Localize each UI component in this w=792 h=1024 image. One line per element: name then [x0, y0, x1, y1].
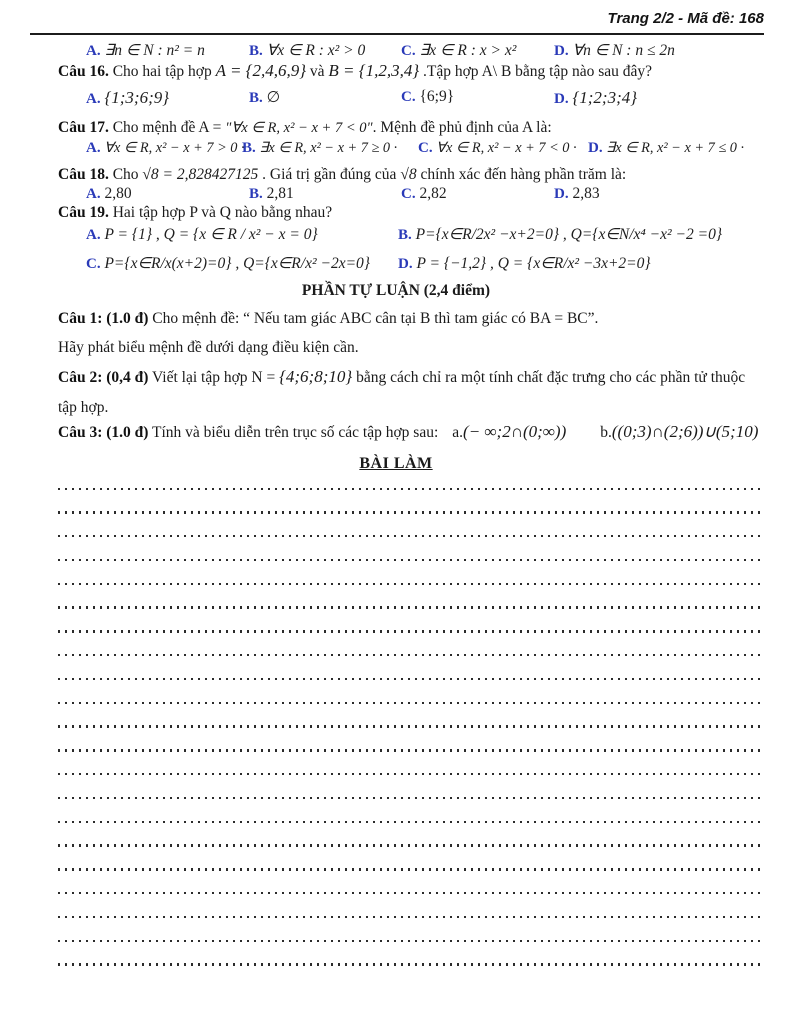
answer-line	[58, 680, 763, 704]
essay-q2-text: Viết lại tập hợp N =	[148, 369, 280, 386]
q16-text-post: .Tập hợp A\ B bằng tập nào sau đây?	[419, 63, 653, 80]
q19-option-d	[398, 254, 651, 273]
q17-text-post: . Mệnh đề phủ định của A là:	[372, 119, 552, 136]
option-letter: B.	[249, 90, 263, 106]
option-text: ∃n ∈ N : n² = n	[104, 42, 205, 59]
essay-q3-a-math: (− ∞;2∩(0;∞))	[463, 422, 567, 441]
option-text: 2,81	[266, 185, 294, 202]
q18-option-d	[554, 185, 600, 203]
q17-label: Câu 17.	[58, 119, 109, 136]
option-text: ∀x ∈ R, x² − x + 7 > 0 ·	[104, 140, 245, 156]
essay-q2	[58, 362, 766, 423]
q18-math2: √8	[400, 166, 417, 183]
q19-stem	[58, 203, 766, 222]
option-text: ∅	[266, 89, 281, 106]
answer-line	[58, 799, 763, 823]
q16-set-b: B = {1,2,3,4}	[328, 61, 420, 80]
essay-q2-label: Câu 2: (0,4 đ)	[58, 369, 149, 386]
option-letter: D.	[554, 91, 569, 107]
q18-text-post: chính xác đến hàng phần trăm là:	[416, 166, 627, 183]
page-header-info: Trang 2/2 - Mã đề: 168	[607, 10, 764, 27]
option-text: ∃x ∈ R, x² − x + 7 ≤ 0 ·	[606, 140, 745, 156]
essay-q3	[58, 421, 766, 442]
option-text: ∀n ∈ N : n ≤ 2n	[572, 42, 675, 59]
q17-options-row	[0, 140, 792, 162]
q18-option-b	[249, 185, 294, 203]
answer-line	[58, 847, 763, 871]
q16-text: Cho hai tập hợp	[108, 63, 216, 80]
answer-line	[58, 537, 763, 561]
q19-text: Hai tập hợp P và Q nào bằng nhau?	[108, 204, 333, 221]
q17-text: Cho mệnh đề A =	[108, 119, 226, 136]
answer-sheet-title: BÀI LÀM	[359, 455, 433, 472]
q18-text-mid: . Giá trị gần đúng của	[258, 166, 401, 183]
essay-q2-text-post: bằng cách chỉ ra một tính chất đặc trưng cho các phần tử thuộc tập hợp.	[58, 369, 746, 416]
answer-line	[58, 942, 763, 966]
option-text: {1;2;3;4}	[572, 88, 638, 107]
option-letter: D.	[554, 43, 569, 59]
answer-line	[58, 514, 763, 538]
answer-line	[58, 704, 763, 728]
essay-q3-label: Câu 3: (1.0 đ)	[58, 424, 149, 441]
option-letter: B.	[398, 227, 412, 243]
essay-q3-text: Tính và biểu diễn trên trục số các tập hợp sau:	[148, 424, 439, 441]
q16-option-d	[554, 88, 637, 108]
q19-options-row-ab	[0, 225, 792, 247]
answer-line	[58, 752, 763, 776]
option-text: P={x∈R/2x² −x+2=0} , Q={x∈N/x⁴ −x² −2 =0}	[415, 226, 723, 243]
answer-line	[58, 871, 763, 895]
q16-option-c	[401, 88, 454, 106]
answer-line	[58, 633, 763, 657]
essay-section-title: PHẦN TỰ LUẬN (2,4 điểm)	[301, 282, 491, 299]
option-letter: B.	[249, 43, 263, 59]
answer-line	[58, 728, 763, 752]
q17-math: "∀x ∈ R, x² − x + 7 < 0"	[225, 120, 373, 136]
option-letter: C.	[401, 43, 416, 59]
option-letter: D.	[554, 186, 569, 202]
option-letter: C.	[418, 140, 433, 156]
option-text: P = {−1,2} , Q = {x∈R/x² −3x+2=0}	[416, 255, 651, 272]
essay-q3-a-label: a.	[452, 424, 464, 441]
option-letter: C.	[86, 256, 101, 272]
option-letter: A.	[86, 227, 101, 243]
q17-option-d	[588, 140, 744, 157]
option-text: {1;3;6;9}	[104, 88, 170, 107]
q18-math: √8 = 2,828427125	[142, 166, 259, 183]
option-text: 2,83	[572, 185, 600, 202]
q18-stem	[58, 165, 766, 184]
answer-line	[58, 490, 763, 514]
option-letter: D.	[398, 256, 413, 272]
q18-option-a	[86, 185, 132, 203]
option-text: ∀x ∈ R, x² − x + 7 < 0 ·	[436, 140, 577, 156]
answer-line	[58, 585, 763, 609]
option-text: 2,80	[104, 185, 132, 202]
option-text: ∃x ∈ R, x² − x + 7 ≥ 0 ·	[259, 140, 398, 156]
option-text: ∀x ∈ R : x² > 0	[266, 42, 366, 59]
q19-option-a	[86, 225, 318, 244]
q19-option-c	[86, 254, 370, 273]
option-letter: A.	[86, 91, 101, 107]
essay-q2-set: {4;6;8;10}	[279, 367, 353, 386]
answer-line	[58, 775, 763, 799]
answer-line	[58, 823, 763, 847]
option-text: P = {1} , Q = {x ∈ R / x² − x = 0}	[104, 226, 318, 243]
q16-label: Câu 16.	[58, 63, 109, 80]
option-letter: C.	[401, 89, 416, 105]
option-letter: A.	[86, 140, 101, 156]
q18-label: Câu 18.	[58, 166, 109, 183]
option-letter: B.	[249, 186, 263, 202]
option-letter: D.	[588, 140, 603, 156]
q19-option-b	[398, 225, 722, 244]
answer-line	[58, 466, 763, 490]
option-text: {6;9}	[419, 88, 455, 105]
essay-q1-text: Cho mệnh đề: “ Nếu tam giác ABC cân tại B thì tam giác có BA = BC”.	[148, 310, 599, 327]
option-letter: A.	[86, 43, 101, 59]
answer-lines	[58, 466, 763, 966]
q19-options-row-cd	[0, 254, 792, 276]
q16-text-mid: và	[306, 63, 329, 80]
q16-option-a	[86, 88, 169, 108]
option-letter: B.	[242, 140, 256, 156]
q15-option-a	[86, 41, 205, 60]
essay-q3-b-math: ((0;3)∩(2;6))∪(5;10)	[611, 422, 759, 441]
option-text: ∃x ∈ R : x > x²	[419, 42, 517, 59]
q16-set-a: A = {2,4,6,9}	[215, 61, 307, 80]
option-text: 2,82	[419, 185, 447, 202]
q19-label: Câu 19.	[58, 204, 109, 221]
q15-option-d	[554, 41, 675, 60]
q16-options-row	[0, 88, 792, 110]
q17-option-b	[242, 140, 397, 157]
option-letter: C.	[401, 186, 416, 202]
q17-option-a	[86, 140, 245, 157]
answer-line	[58, 561, 763, 585]
q17-option-c	[418, 140, 577, 157]
q15-option-b	[249, 41, 365, 60]
q15-option-c	[401, 41, 516, 60]
q16-option-b	[249, 88, 280, 107]
q18-text: Cho	[108, 166, 143, 183]
answer-line	[58, 656, 763, 680]
essay-q1	[58, 309, 766, 328]
q16-stem	[58, 60, 766, 81]
essay-q1-label: Câu 1: (1.0 đ)	[58, 310, 149, 327]
header-divider	[30, 33, 764, 35]
option-text: P={x∈R/x(x+2)=0} , Q={x∈R/x² −2x=0}	[104, 255, 370, 272]
answer-line	[58, 918, 763, 942]
q18-option-c	[401, 185, 447, 203]
q17-stem	[58, 118, 766, 137]
answer-line	[58, 609, 763, 633]
essay-q1-continuation: Hãy phát biểu mệnh đề dưới dạng điều kiện cần.	[58, 339, 359, 356]
option-letter: A.	[86, 186, 101, 202]
answer-line	[58, 894, 763, 918]
essay-q3-b-label: b.	[600, 424, 612, 441]
